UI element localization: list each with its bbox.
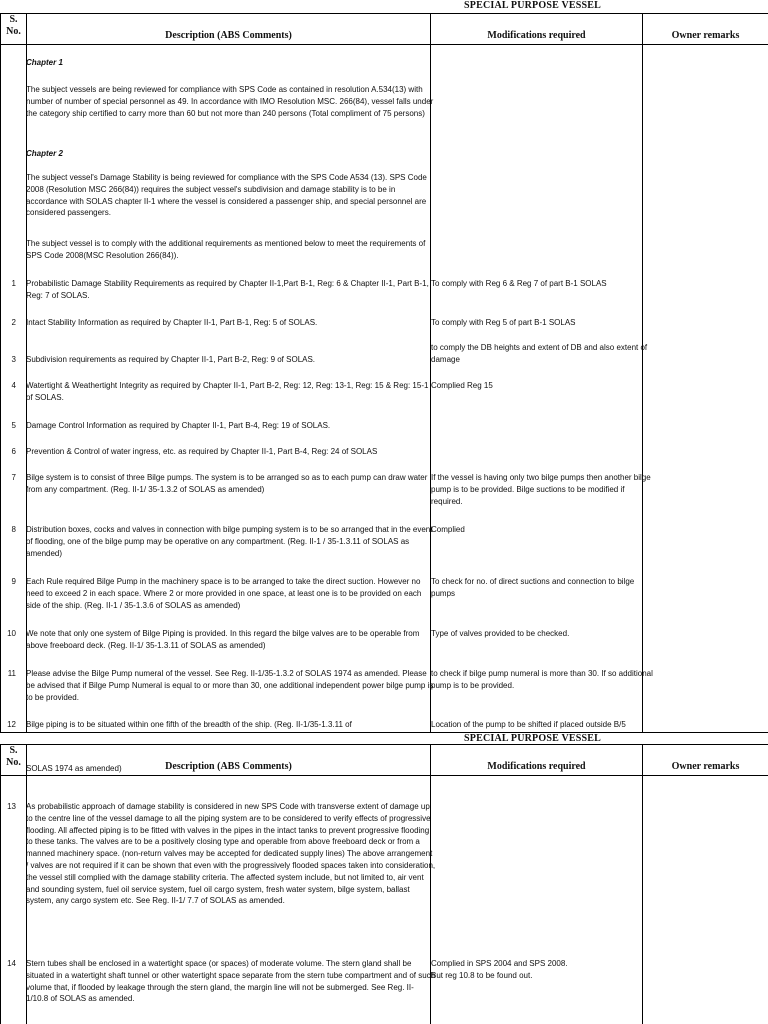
- chapter-text: The subject vessels are being reviewed for compliance with SPS Code as contained in resolution A.534(13) with number of number of special personnel as 49. In accordance with IMO Resolution MSC. 266(84), vessel falls under the category ship certified to carry more than 60 but not more than 240 persons (Total compliment of 75 persons): [26, 85, 434, 118]
- col-header-sno: S. No.: [1, 745, 27, 776]
- table-row: 12 Bilge piping is to be situated within one fifth of the breadth of the ship. (Reg. II-1/35-1.3.11 of Location of the pump to be shifted if placed outside B/5: [7, 720, 626, 729]
- sheet-page-1: SPECIAL PURPOSE VESSEL S. No. Description (ABS Comments) Modifications required Owner remarks Chapter 1 The subject vessels are being reviewed for compliance with SPS Code as contained in resolution A.534(13) with number of number of special personnel as 49. In accordance with IMO Resolution MSC. 266(84), vessel falls under the category ship certified to carry more than 60 but not more than 240 persons (Total compliment of 75 persons) Chapter 2 The subject vessel's Damage Stability is being reviewed for compliance with the SPS Code A534 (13). SPS Code 2008 (Resolution MSC 266(84)) requires the subject vessel's subdivision and damage stability is to be in accordance with SOLAS chapter II-1 where the vessel is considered a passenger ship, and special personnel are considered passengers. The subject vessel is to comply with the additional requirements as mentioned below to meet the requirements of SPS Code 2008(MSC Resolution 266(84)). 1 Probabilistic Damage Stability Requirements as required by Chapter II-1,Part B-1, Reg: 6 & Chapter II-1, Part B-1, Reg: 7 of SOLAS. To comply with Reg 6 & Reg 7 of part B-1 SOLAS 2 Intact Stability Information as required by Chapter II-1, Part B-1, Reg: 5 of SOLAS. To comply with Reg 5 of part B-1 SOLAS 3 Subdivision requirements as required by Chapter II-1, Part B-2, Reg: 9 of SOLAS. to comply the DB heights and extent of DB and also extent of damage 4 Watertight & Weathertight Integrity as required by Chapter II-1, Part B-2, Reg: 12, Reg: 13-1, Reg: 15 & Reg: 15-1 of SOLAS. Complied Reg 15 5 Damage Control Information as required by Chapter II-1, Part B-4, Reg: 19 of SOLAS. 6 Prevention & Control of water ingress, etc. as required by Chapter II-1, Part B-4, Reg: 24 of SOLAS 7 Bilge system is to consist of three Bilge pumps. The system is to be arranged so as to each pump can draw water from any compartment. (Reg. II-1/ 35-1.3.2 of SOLAS as amended) If the vessel is having only two bilge pumps then another bilge pump is to be provided. Bilge suctions to be modified if required. 8 Distribution boxes, cocks and valves in connection with bilge pumping system is to be so arranged that in the event of flooding, one of the bilge pump may be operative on any compartment. (Reg. II-1 / 35-1.3.11 of SOLAS as amended) Complied 9 Each Rule required Bilge Pump in the machinery space is to be arranged to take the direct suction. However no need to exceed 2 in each space. Where 2 or more provided in one space, at least one is to be provided on each side of the ship. (Reg. II-1 / 35-1.3.6 of SOLAS as amended) To check for no. of direct suctions and connection to bilge pumps 10 We note that only one system of Bilge Piping is provided. In this regard the bilge valves are to be operable from above freeboard deck. (Reg. II-1/ 35-1.3.11 of SOLAS as amended) Type of valves provided to be checked. 11 Please advise the Bilge Pump numeral of the vessel. See Reg. II-1/35-1.3.2 of SOLAS 1974 as amended. Please be advised that if Bilge Pump Numeral is equal to or more than 30, one additional independent power bilge pump is to be provided. to check if bilge pump numeral is more than 30. If so additional pump is to be provided. 12 Bilge piping is to be situated within one fifth of the breadth of the ship. (Reg. II-1/35-1.3.11 of Location of the pump to be shifted if placed outside B/5: [0, 0, 768, 732]
- chapter-heading: Chapter 1: [26, 58, 63, 67]
- sheet-title: [0, 0, 768, 12]
- col-header-description: Description (ABS Comments): [27, 14, 431, 45]
- col-header-description: Description (ABS Comments): [27, 745, 431, 776]
- col-header-sno: S. No.: [1, 14, 27, 45]
- sheet-title-text: SPECIAL PURPOSE VESSEL: [464, 733, 602, 744]
- sheet-title-text: SPECIAL PURPOSE VESSEL: [464, 0, 602, 11]
- chapter-text: The subject vessel's Damage Stability is being reviewed for compliance with the SPS Code A534 (13). SPS Code 2008 (Resolution MSC 266(84)) requires the subject vessel's subdivision and damage stability is to be in accordance with SOLAS chapter II-1 where the vessel is considered a passenger ship, and special personnel are considered passengers.: [26, 173, 427, 218]
- col-header-modifications: Modifications required: [431, 745, 643, 776]
- intro-text: The subject vessel is to comply with the additional requirements as mentioned below to meet the requirements of SPS Code 2008(MSC Resolution 266(84)).: [26, 239, 426, 260]
- sheet-page-2: SPECIAL PURPOSE VESSEL S. No. Description (ABS Comments) Modifications required Owner remarks SOLAS 1974 as amended) 13 As probabilistic approach of damage stability is considered in new SPS Code with transverse extent of damage up to the centre line of the vessel damage to all the piping system are to be considered to verify effects of progressive flooding. All affected piping is to be fitted with valves in the pipes in the intact tanks to prevent progressive flooding to these tanks. The valves are to be a positively closing type and operable from above freeboard deck or from a manned machinery space. (non-return valves may be accepted for dedicated supply lines) The above arrangement / valves are not required if it can be shown that even with the progressively flooded spaces taken into consideration, the vessel still complied with the damage stability criteria. The affected system include, but not limited to, air vent and sounding system, fuel oil service system, fuel oil cargo system, fresh water system, bilge system, ballast system, any cargo system etc. See Reg. II-1/ 7.7 of SOLAS as amended. 14 Stern tubes shall be enclosed in a watertight space (or spaces) of moderate volume. The stern gland shall be situated in a watertight shaft tunnel or other watertight space separate from the stern tube compartment and of such volume that, if flooded by leakage through the stern gland, the margin line will not be submerged. See Reg. II-1/10.8 of SOLAS as amended. Complied in SPS 2004 and SPS 2008. But reg 10.8 to be found out.: [0, 733, 768, 1024]
- col-header-modifications: Modifications required: [431, 14, 643, 45]
- table-header: [0, 13, 768, 45]
- col-header-owner: Owner remarks: [643, 745, 768, 776]
- col-header-owner: Owner remarks: [643, 14, 768, 45]
- chapter-heading: Chapter 2: [26, 149, 63, 158]
- continuation-text: SOLAS 1974 as amended): [26, 764, 122, 773]
